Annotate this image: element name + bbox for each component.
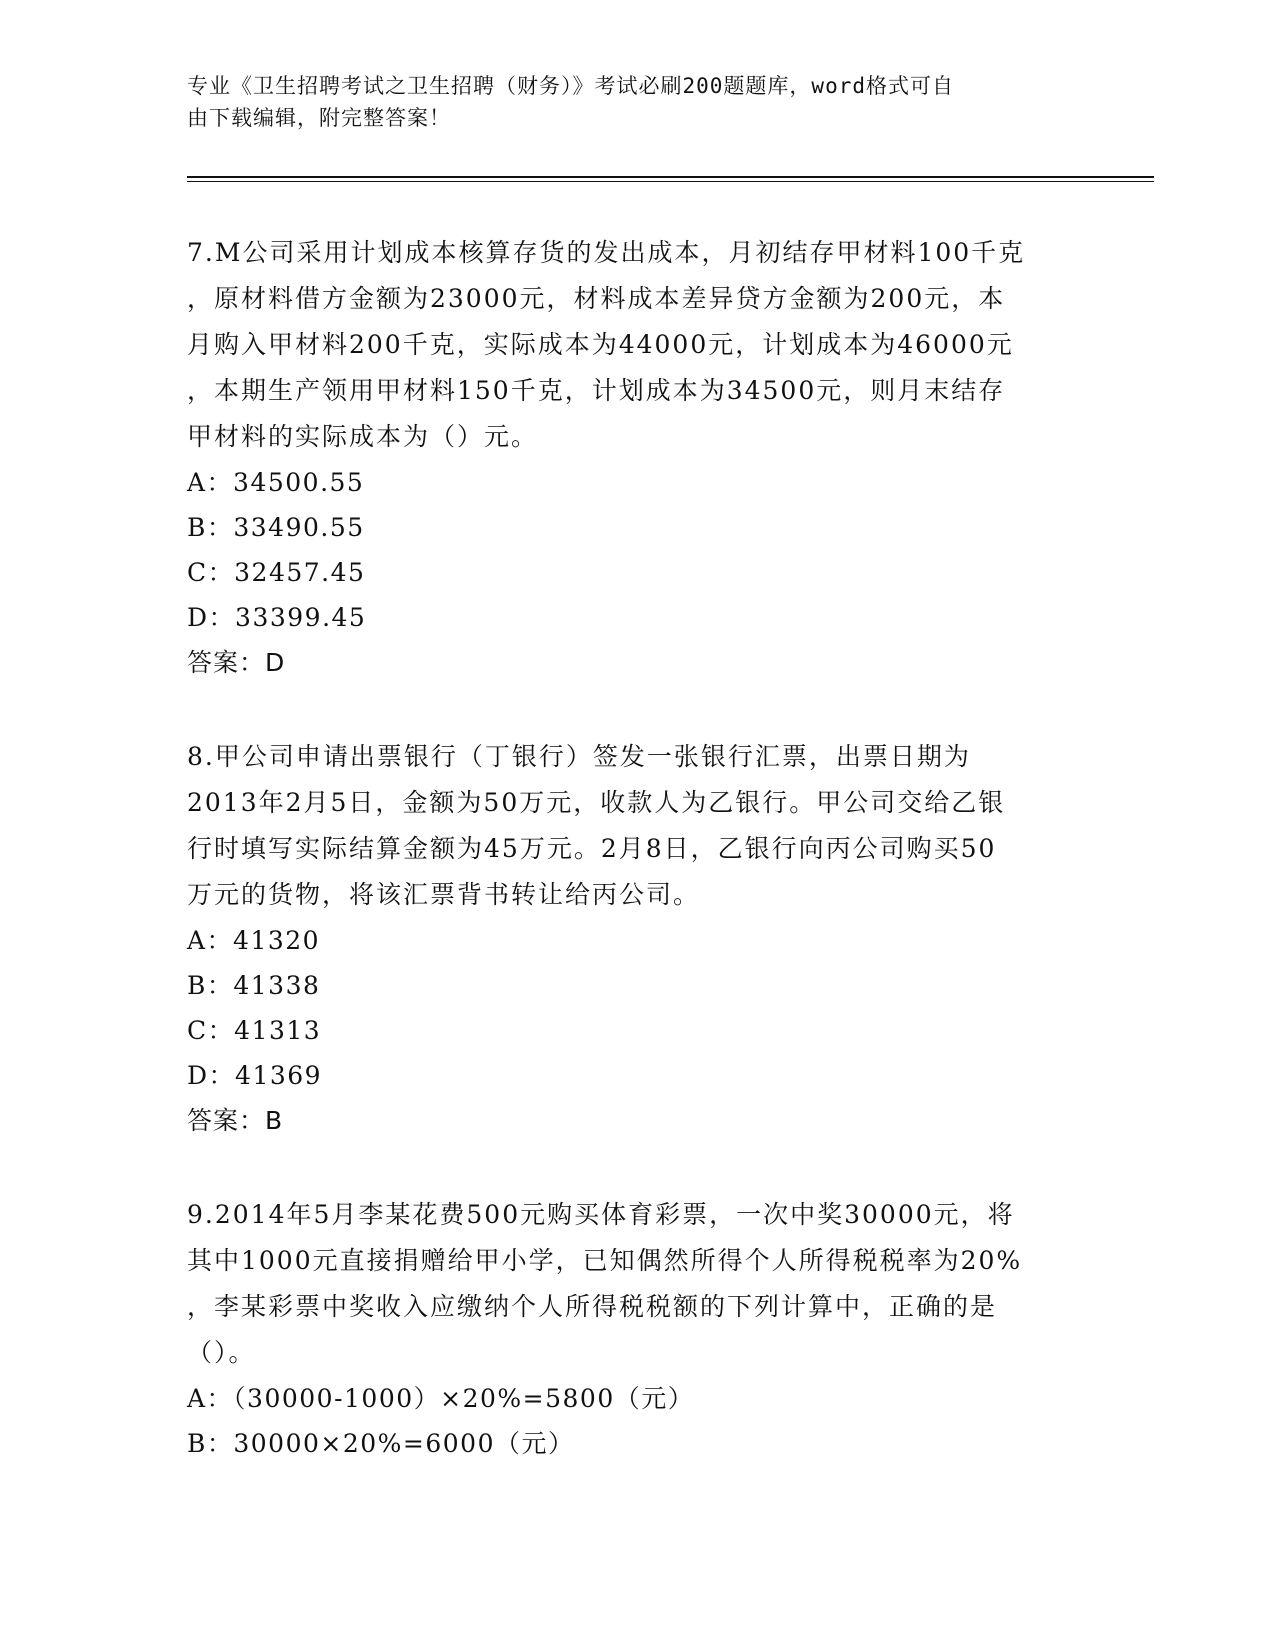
option-b: B：41338 <box>187 971 321 1000</box>
header-line-1: 专业《卫生招聘考试之卫生招聘（财务）》考试必刷200题题库，word格式可自 <box>187 74 954 98</box>
document-header <box>187 70 1067 134</box>
option-b: B：30000×20%=6000（元） <box>187 1429 575 1458</box>
option-d: D：33399.45 <box>187 603 367 632</box>
option-c: C：41313 <box>187 1016 322 1045</box>
question-stem: 9.2014年5月李某花费500元购买体育彩票，一次中奖30000元，将 其中1000元直接捐赠给甲小学，已知偶然所得个人所得税税率为20% ，李某彩票中奖收入应缴纳个人所得税税额的下列计算中，正确的是 （）。 <box>187 1200 1023 1367</box>
question-stem: 7.M公司采用计划成本核算存货的发出成本，月初结存甲材料100千克 ，原材料借方金额为23000元，材料成本差异贷方金额为200元，本 月购入甲材料200千克，实际成本为44000元，计划成本为46000元 ，本期生产领用甲材料150千克，计划成本为34500元，则月末结存 甲材料的实际成本为（）元。 <box>187 238 1026 451</box>
question-9 <box>187 1192 1087 1466</box>
option-a: A：（30000-1000）×20%=5800（元） <box>187 1384 695 1413</box>
option-b: B：33490.55 <box>187 513 365 542</box>
question-8 <box>187 734 1087 1144</box>
header-divider-thin <box>187 181 1154 182</box>
answer-label: 答案：D <box>187 648 286 677</box>
question-7 <box>187 230 1087 686</box>
option-a: A：41320 <box>187 926 321 955</box>
question-list <box>187 230 1087 1514</box>
option-a: A：34500.55 <box>187 468 365 497</box>
header-line-2: 由下载编辑，附完整答案！ <box>187 106 451 130</box>
option-c: C：32457.45 <box>187 558 366 587</box>
answer-label: 答案：B <box>187 1106 284 1135</box>
question-stem: 8.甲公司申请出票银行（丁银行）签发一张银行汇票，出票日期为 2013年2月5日，金额为50万元，收款人为乙银行。甲公司交给乙银 行时填写实际结算金额为45万元。2月8日，乙银行向丙公司购买50 万元的货物，将该汇票背书转让给丙公司。 <box>187 742 1006 909</box>
header-divider-thick <box>187 176 1154 178</box>
option-d: D：41369 <box>187 1061 323 1090</box>
